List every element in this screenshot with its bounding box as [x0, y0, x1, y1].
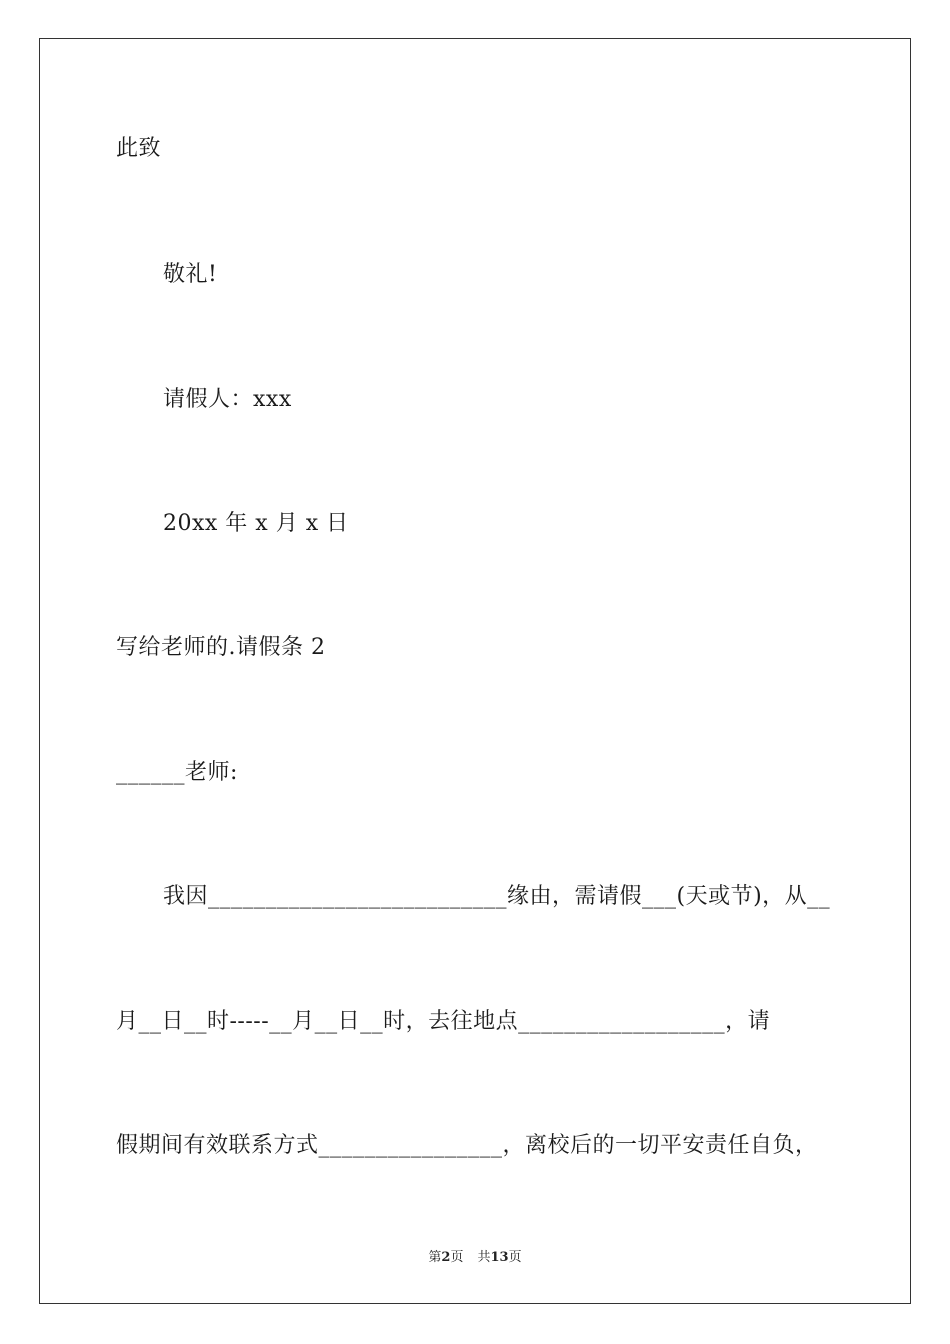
footer-page-prefix: 第 — [428, 1250, 442, 1265]
body-line-2: 月__日__时-----__月__日__时，去往地点__________________，请 — [116, 1009, 771, 1034]
page-border — [39, 38, 911, 1304]
footer-page-suffix: 页 — [450, 1250, 464, 1265]
applicant-line: 请假人：xxx — [163, 387, 292, 412]
footer-page-total: 13 — [490, 1250, 509, 1265]
page-footer — [0, 1246, 950, 1265]
footer-total-prefix: 共 — [477, 1250, 491, 1265]
body-line-1: 我因__________________________缘由，需请假___(天或节)，从__ — [163, 884, 831, 909]
closing-regards: 敬礼! — [163, 262, 218, 287]
closing-salutation: 此致 — [116, 136, 162, 161]
date-line: 20xx 年 x 月 x 日 — [163, 511, 349, 536]
teacher-salutation: ______老师: — [116, 760, 238, 785]
section-title: 写给老师的.请假条 2 — [116, 635, 326, 660]
footer-total-suffix: 页 — [508, 1250, 522, 1265]
footer-page-current: 2 — [441, 1250, 451, 1265]
body-line-3: 假期间有效联系方式________________，离校后的一切平安责任自负， — [116, 1133, 818, 1158]
